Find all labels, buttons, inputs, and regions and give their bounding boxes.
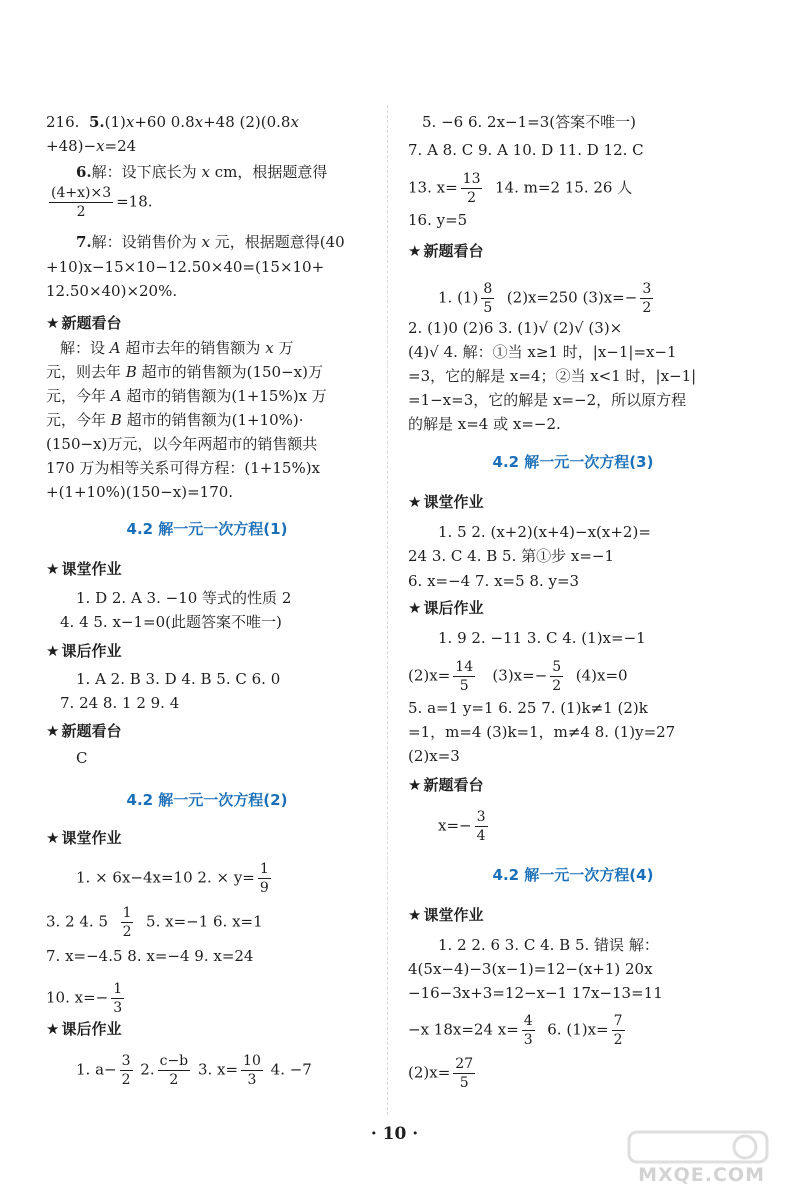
star-icon: ★: [408, 776, 422, 794]
answer-line: 1. A 2. B 3. D 4. B 5. C 6. 0: [76, 670, 281, 688]
answer-line: 1. a− $\frac{3}{2}$ 2. $\frac{c-b}{2}$ 3. x= $\frac{10}{3}$ 4. −7: [76, 1053, 312, 1088]
section-title: 4.2 解一元一次方程(2): [126, 791, 288, 809]
answer-line: 13. x= $\frac{13}{2}$ 14. m=2 15. 26 人: [408, 171, 633, 206]
answer-line: 3. 2 4. 5 $\frac{1}{2}$ 5. x=−1 6. x=1: [46, 905, 263, 940]
answer-line: =3，它的解是 x=4；②当 x<1 时，|x−1|: [408, 367, 697, 385]
answer-line: +10)x−15×10−12.50×40=(15×10+: [46, 258, 325, 276]
heading-new-questions: ★ 新题看台: [46, 314, 122, 332]
heading-classwork: ★ 课堂作业: [46, 560, 122, 578]
heading-homework: ★ 课后作业: [46, 642, 122, 660]
answer-line: 1. × 6x−4x=10 2. × y= $\frac{1}{9}$: [76, 861, 269, 896]
answer-line: 1. 2 2. 6 3. C 4. B 5. 错误 解：: [438, 936, 659, 954]
answer-line: =1，m=4 (3)k=1，m≠4 8. (1)y=27: [408, 723, 676, 741]
answer-line: 24 3. C 4. B 5. 第①步 x=−1: [408, 547, 615, 565]
star-icon: ★: [46, 829, 60, 847]
star-icon: ★: [46, 314, 60, 332]
answer-line: (2)x=3: [408, 747, 460, 765]
answer-line: 4(5x−4)−3(x−1)=12−(x+1) 20x: [408, 960, 653, 978]
answer-line: 10. x=− $\frac{1}{3}$: [46, 981, 123, 1016]
star-icon: ★: [46, 1020, 60, 1038]
answer-line: 7. 24 8. 1 2 9. 4: [60, 694, 180, 712]
heading-new-questions: ★ 新题看台: [408, 242, 484, 260]
answer-line: 170 万为相等关系可得方程：(1+15%)x: [46, 459, 321, 477]
answer-line: 5. −6 6. 2x−1=3(答案不唯一): [422, 113, 636, 131]
page-number: · 10 ·: [370, 1124, 419, 1144]
answer-line: C: [76, 749, 88, 767]
star-icon: ★: [46, 722, 60, 740]
answer-line: −16−3x+3=12−x−1 17x−13=11: [408, 984, 663, 1002]
answer-line: x=− $\frac{3}{4}$: [438, 809, 486, 844]
star-icon: ★: [46, 560, 60, 578]
star-icon: ★: [408, 599, 422, 617]
watermark-text: MXQE.COM: [638, 1164, 765, 1186]
answer-line: +48)−x=24: [46, 137, 137, 155]
answer-line: 元，今年 A 超市的销售额为(1+15%)x 万: [46, 387, 327, 405]
answer-line: (4)√ 4. 解：①当 x≥1 时，|x−1|=x−1: [408, 343, 677, 361]
answer-line: 元，则去年 B 超市的销售额为(150−x)万: [46, 363, 323, 381]
fraction-equation: $\frac{(4+x)\times 3}{2}$ =18.: [51, 185, 153, 220]
heading-homework: ★ 课后作业: [46, 1020, 122, 1038]
section-title: 4.2 解一元一次方程(1): [126, 520, 288, 538]
answer-line: 的解是 x=4 或 x=−2.: [408, 415, 561, 433]
answer-line: 1. 9 2. −11 3. C 4. (1)x=−1: [438, 629, 646, 647]
star-icon: ★: [408, 906, 422, 924]
answer-line: 7.解：设销售价为 x 元，根据题意得(40: [76, 233, 345, 251]
answer-line: −x 18x=24 x= $\frac{4}{3}$ 6. (1)x= $\frac{7}{2}$: [408, 1013, 623, 1048]
answer-line: 7. x=−4.5 8. x=−4 9. x=24: [46, 947, 254, 965]
heading-classwork: ★ 课堂作业: [46, 829, 122, 847]
heading-homework: ★ 课后作业: [408, 599, 484, 617]
answer-line: 6. x=−4 7. x=5 8. y=3: [408, 572, 580, 590]
answer-line: 解：设 A 超市去年的销售额为 x 万: [60, 339, 294, 357]
answer-line: 216. 5.(1)x+60 0.8x+48 (2)(0.8x: [46, 113, 299, 131]
answer-line: 1. 5 2. (x+2)(x+4)−x(x+2)=: [438, 523, 651, 541]
answer-line: 7. A 8. C 9. A 10. D 11. D 12. C: [408, 141, 644, 159]
answer-line: 元，今年 B 超市的销售额为(1+10%)·: [46, 411, 304, 429]
answer-line: 5. a=1 y=1 6. 25 7. (1)k≠1 (2)k: [408, 699, 648, 717]
star-icon: ★: [46, 642, 60, 660]
answer-line: (2)x= $\frac{27}{5}$: [408, 1056, 474, 1091]
answer-line: =1−x=3，它的解是 x=−2，所以原方程: [408, 391, 687, 409]
answer-line: (150−x)万元，以今年两超市的销售额共: [46, 435, 318, 453]
answer-line: 6.解：设下底长为 x cm，根据题意得: [76, 163, 328, 181]
answer-line: 4. 4 5. x−1=0(此题答案不唯一): [60, 613, 282, 631]
heading-classwork: ★ 课堂作业: [408, 493, 484, 511]
star-icon: ★: [408, 493, 422, 511]
heading-new-questions: ★ 新题看台: [408, 776, 484, 794]
column-divider: [387, 105, 388, 1115]
star-icon: ★: [408, 242, 422, 260]
answer-line: 12.50×40)×20%.: [46, 282, 178, 300]
answer-line: (2)x= $\frac{14}{5}$ (3)x=− $\frac{5}{2}$ (4)x=0: [408, 659, 628, 694]
answer-line: 16. y=5: [408, 211, 468, 229]
section-title: 4.2 解一元一次方程(4): [492, 866, 654, 884]
answer-line: 2. (1)0 (2)6 3. (1)√ (2)√ (3)×: [408, 319, 623, 337]
heading-classwork: ★ 课堂作业: [408, 906, 484, 924]
answer-line: +(1+10%)(150−x)=170.: [46, 483, 234, 501]
answer-line: 1. D 2. A 3. −10 等式的性质 2: [76, 589, 292, 607]
heading-new-questions: ★ 新题看台: [46, 722, 122, 740]
section-title: 4.2 解一元一次方程(3): [492, 453, 654, 471]
answer-line: 1. (1) $\frac{8}{5}$ (2)x=250 (3)x=− $\frac{3}{2}$: [438, 281, 652, 316]
